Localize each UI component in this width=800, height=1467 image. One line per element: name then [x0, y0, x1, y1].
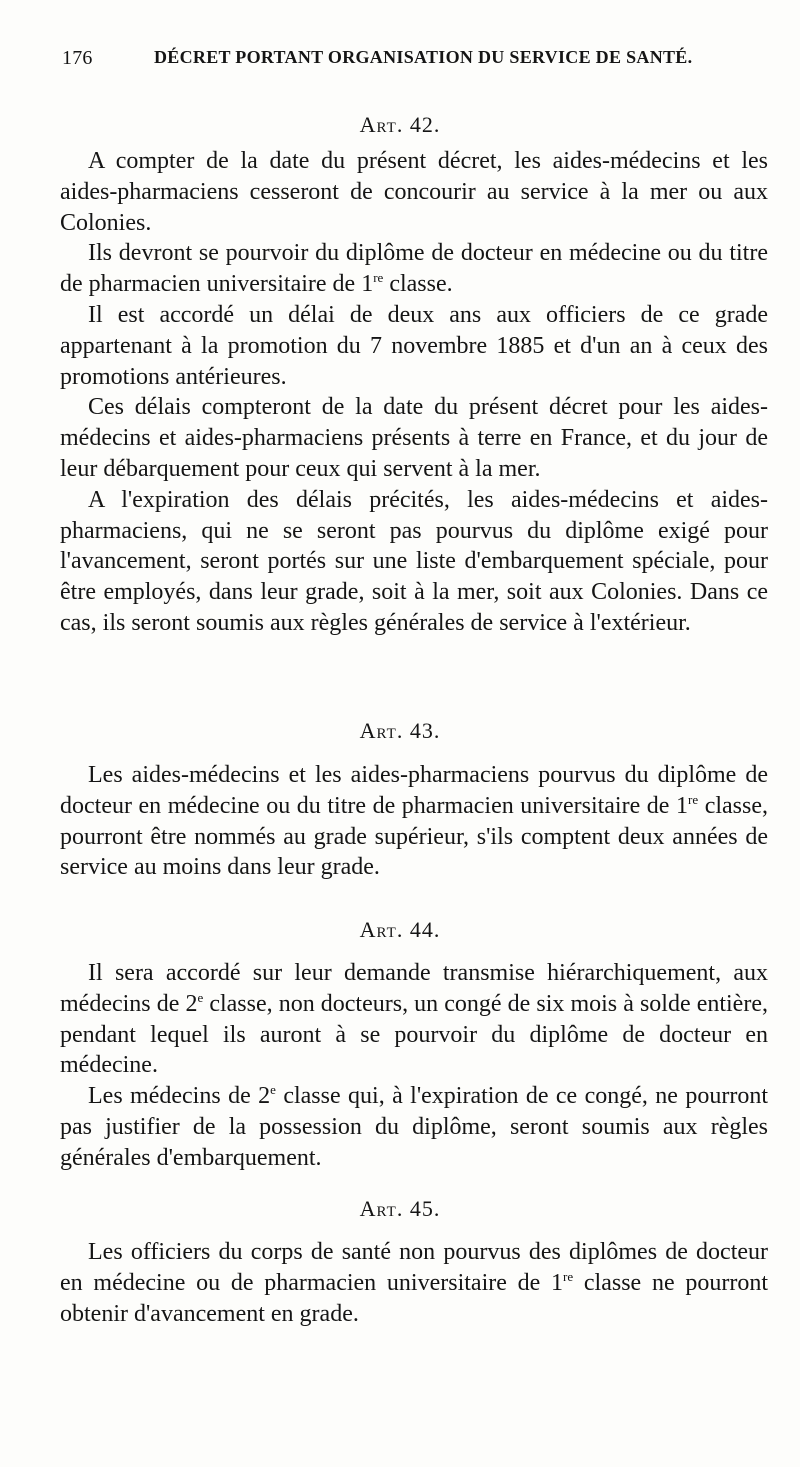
page-number: 176: [62, 47, 93, 69]
article-45-body: [60, 1237, 768, 1329]
article-42-paragraph-1: A compter de la date du présent décret, les aides-médecins et les aides-pharmaciens cesseront de concourir au service à la mer ou aux Colonies.: [60, 148, 768, 236]
article-42-paragraph-3: Il est accordé un délai de deux ans aux officiers de ce grade appartenant à la promotion du 7 novembre 1885 et d'un an à ceux des promotions antérieures.: [60, 301, 768, 390]
article-42-paragraph-2: Ils devront se pourvoir du diplôme de docteur en médecine ou du titre de pharmacien universitaire de 1re classe.: [60, 240, 768, 298]
article-43-paragraph-1: Les aides-médecins et les aides-pharmaciens pourvus du diplôme de docteur en médecine ou du titre de pharmacien universitaire de 1re classe, pourront être nommés au grade supérieur, s'ils comptent deux années de service au moins dans leur grade.: [60, 762, 769, 881]
article-45-paragraph-1: Les officiers du corps de santé non pourvus des diplômes de docteur en médecine ou de pharmacien universitaire de 1re classe ne pourront obtenir d'avancement en grade.: [60, 1239, 769, 1327]
article-44-paragraph-2: Les médecins de 2e classe qui, à l'expiration de ce congé, ne pourront pas justifier de la possession du diplôme, seront soumis aux règles générales d'embarquement.: [60, 1082, 769, 1171]
article-42-paragraph-4: Ces délais compteront de la date du présent décret pour les aides-médecins et aides-pharmaciens présents à terre en France, et du jour de leur débarquement pour ceux qui servent à la mer.: [60, 394, 768, 482]
article-42-paragraph-5: A l'expiration des délais précités, les aides-médecins et aides-pharmaciens, qui ne se seront pas pourvus du diplôme exigé pour l'avancement, seront portés sur une liste d'embarquement spéciale, pour être employés, dans leur grade, soit à la mer, soit aux Colonies. Dans ce cas, ils seront soumis aux règles générales de service à l'extérieur.: [60, 486, 768, 636]
article-43-body: [60, 760, 768, 883]
article-44-heading: Art. 44.: [359, 917, 441, 942]
article-43-heading: Art. 43.: [359, 718, 441, 743]
article-42-heading: Art. 42.: [359, 112, 441, 137]
article-42-body: [60, 146, 768, 639]
page-header: [58, 47, 758, 77]
article-44-body: [60, 958, 768, 1174]
article-44-paragraph-1: Il sera accordé sur leur demande transmise hiérarchiquement, aux médecins de 2e classe, non docteurs, un congé de six mois à solde entière, pendant lequel ils auront à se pourvoir du diplôme de docteur en médecine.: [60, 960, 768, 1079]
article-45-heading: Art. 45.: [359, 1196, 441, 1221]
running-title: DÉCRET PORTANT ORGANISATION DU SERVICE DE SANTÉ.: [154, 47, 693, 67]
